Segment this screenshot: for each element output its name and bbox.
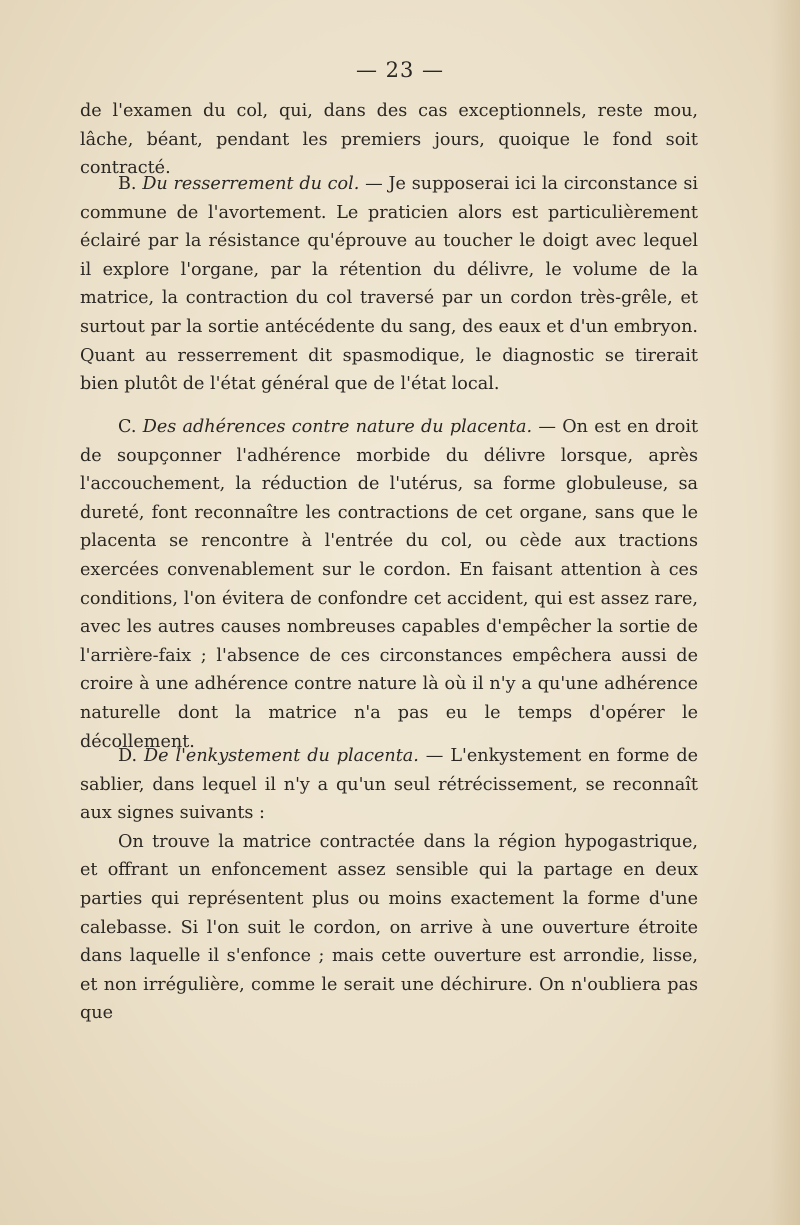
section-heading: De l'enkystement du placenta. (144, 746, 419, 766)
section-letter: D. (118, 746, 138, 766)
section-d-paragraph (80, 742, 698, 828)
paragraph-text: On est en droit de soupçonner l'adhérence morbide du délivre lorsque, après l'accouchement, la réduction de l'utérus, sa forme globuleuse, sa dureté, font reconnaître les contractions de cet organe, sans que le placenta se rencontre à l'entrée du col, ou cède aux tractions exercées convenablement sur le cordon. En faisant attention à ces conditions, l'on évitera de confondre cet accident, qui est assez rare, avec les autres causes nombreuses capables d'empêcher la sortie de l'arrière-faix ; l'absence de ces circonstances empêchera aussi de croire à une adhérence contre nature là où il n'y a qu'une adhérence naturelle dont la matrice n'a pas eu le temps d'opérer le décollement. (80, 417, 699, 752)
paragraph-text: L'enkystement en forme de sablier, dans lequel il n'y a qu'un seul rétrécissement, se reconnaît aux signes suivants : (80, 746, 698, 824)
page-number: — 23 — (355, 58, 445, 82)
section-c-paragraph (80, 413, 698, 756)
section-d-paragraph-2: On trouve la matrice contractée dans la région hypogastrique, et offrant un enfoncement assez sensible qui la partage en deux parties qui représentent plus ou moins exactement la forme d'une calebasse. Si l'on suit le cordon, on arrive à une ouverture étroite dans laquelle il s'enfonce ; mais cette ouverture est arrondie, lisse, et non irrégulière, comme le serait une déchirure. On n'oubliera pas que (80, 831, 698, 1024)
section-letter: C. (118, 417, 137, 437)
heading-dash: — (532, 417, 563, 437)
paragraph-text: de l'examen du col, qui, dans des cas exceptionnels, reste mou, lâche, béant, pendant les premiers jours, quoique le fond soit contracté. (80, 101, 698, 179)
paragraph-text: Je supposerai ici la circonstance si commune de l'avortement. Le praticien alors est particulièrement éclairé par la résistance qu'éprouve au toucher le doigt avec lequel il explore l'organe, par la rétention du délivre, le volume de la matrice, la contraction du col traversé par un cordon très-grêle, et surtout par la sortie antécédente du sang, des eaux et d'un embryon. Quant au resserrement dit spasmodique, le diagnostic se tirerait bien plutôt de l'état général que de l'état local. (80, 174, 699, 395)
section-letter: B. (118, 174, 137, 194)
section-d (80, 742, 698, 1028)
page-edge-shading (770, 0, 800, 1225)
section-c (80, 413, 698, 756)
section-b (80, 170, 698, 399)
section-b-paragraph (80, 170, 698, 399)
section-heading: Des adhérences contre nature du placenta. (142, 417, 533, 437)
heading-dash: — (359, 174, 389, 194)
section-heading: Du resserrement du col. (142, 174, 360, 194)
heading-dash: — (418, 746, 451, 766)
